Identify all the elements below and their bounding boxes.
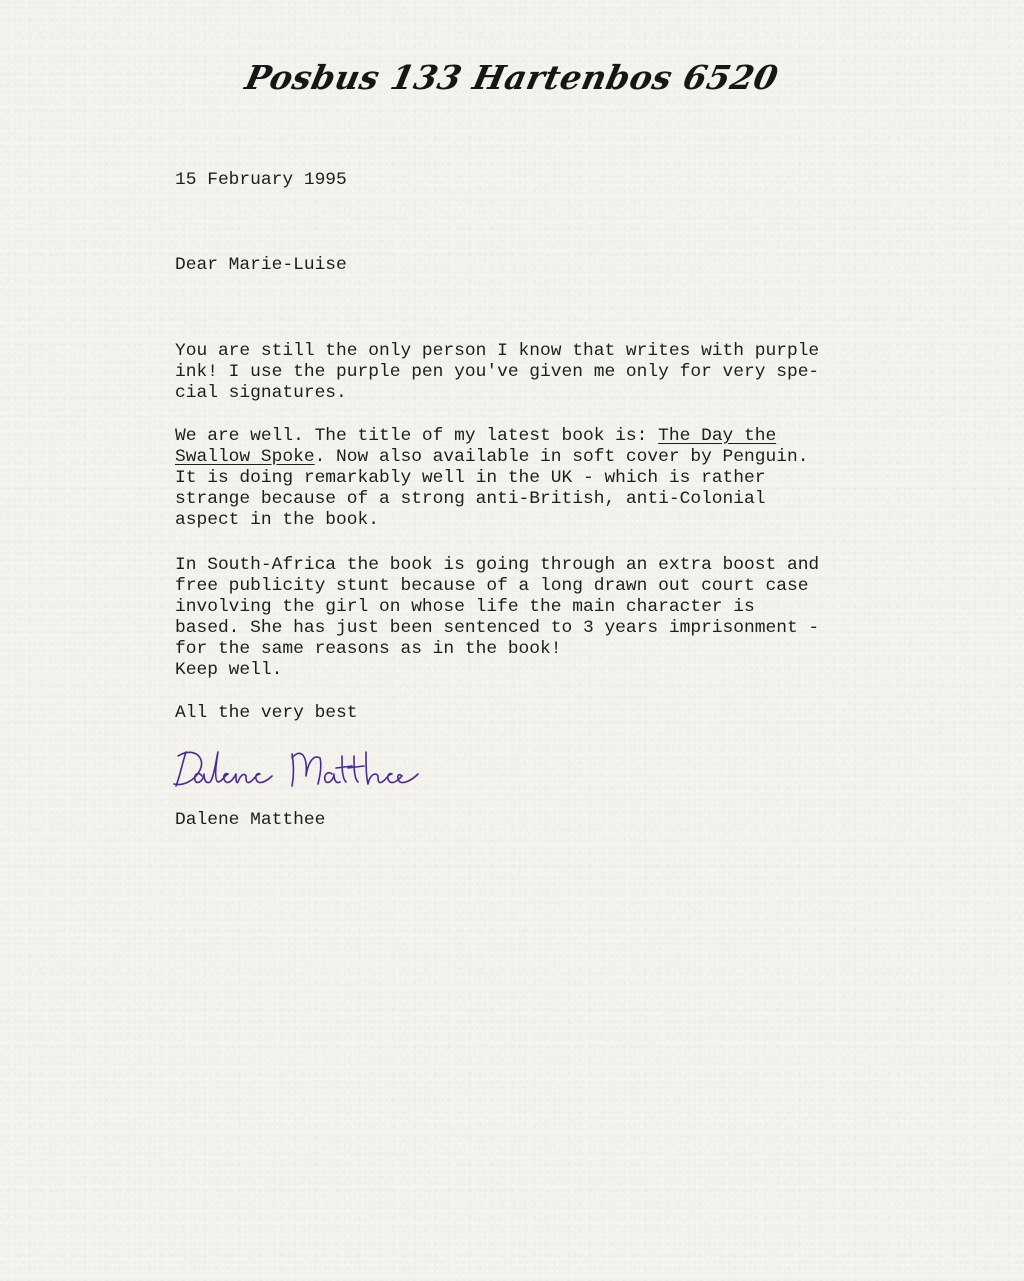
- paragraph-line-prefix: We are well. The title of my latest book is:: [175, 426, 659, 446]
- paragraph-line: for the same reasons as in the book!: [175, 639, 562, 659]
- paragraph-line: You are still the only person I know that writes with purple: [175, 341, 820, 361]
- paragraph-line: cial signatures.: [175, 383, 347, 403]
- book-title-part2: Swallow Spoke: [175, 447, 315, 467]
- paragraph-line-suffix: . Now also available in soft cover by Penguin.: [314, 447, 809, 467]
- book-title-part1: The Day the: [658, 426, 777, 446]
- paragraph-purple-ink: [175, 320, 819, 404]
- paragraph-line: based. She has just been sentenced to 3 years imprisonment -: [175, 618, 820, 638]
- signer-name: Dalene Matthee: [175, 810, 326, 830]
- letterhead-address: [0, 58, 1024, 97]
- paragraph-line: strange because of a strong anti-British, anti-Colonial: [175, 489, 766, 509]
- letterhead-address-text: Posbus 133 Hartenbos 6520: [241, 58, 782, 97]
- paragraph-south-africa: [175, 534, 819, 660]
- paragraph-line: ink! I use the purple pen you've given me only for very spe-: [175, 362, 820, 382]
- paragraph-line: aspect in the book.: [175, 510, 379, 530]
- paragraph-line: involving the girl on whose life the main character is: [175, 597, 755, 617]
- paragraph-line: It is doing remarkably well in the UK - which is rather: [175, 468, 766, 488]
- keep-well-line: Keep well.: [175, 660, 283, 680]
- paragraph-latest-book: [175, 405, 808, 531]
- letter-closing: All the very best: [175, 703, 358, 723]
- handwritten-signature: [172, 740, 437, 796]
- paragraph-line: free publicity stunt because of a long drawn out court case: [175, 576, 809, 596]
- letter-salutation: Dear Marie-Luise: [175, 255, 347, 275]
- letter-date: 15 February 1995: [175, 170, 347, 190]
- paragraph-line: In South-Africa the book is going through an extra boost and: [175, 555, 820, 575]
